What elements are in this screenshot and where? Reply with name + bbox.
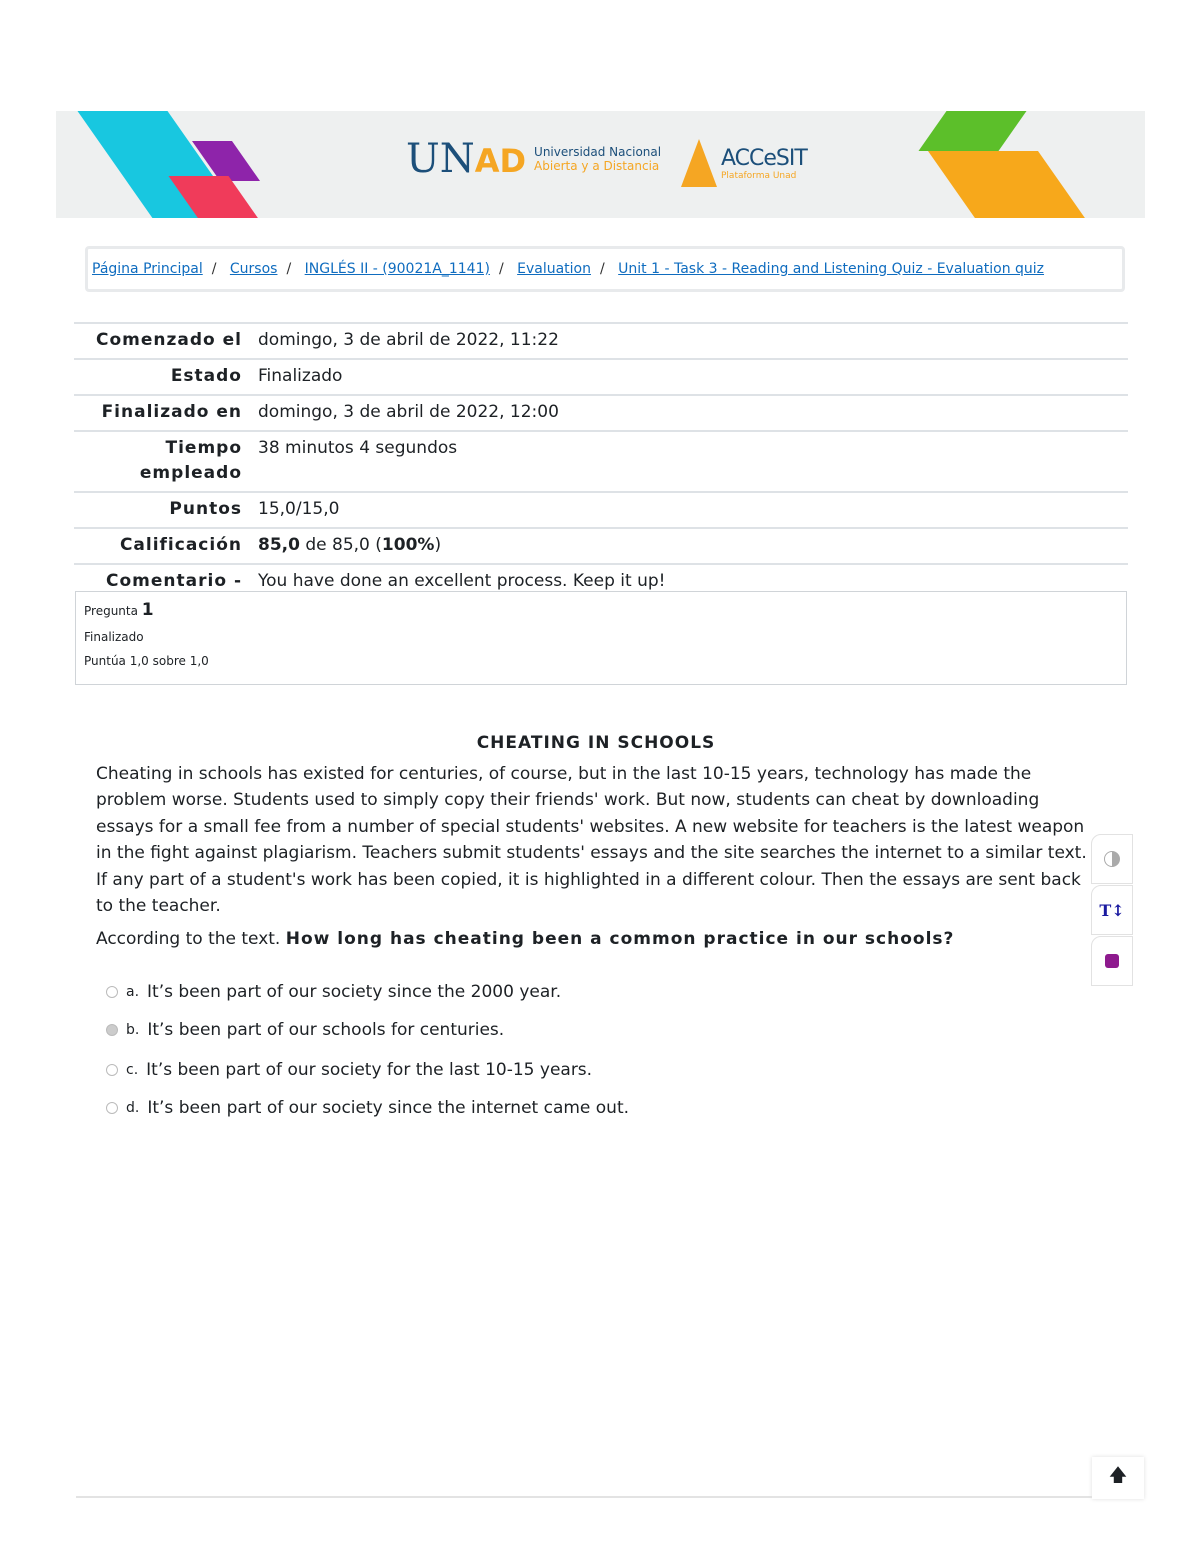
summary-label: Estado [170,366,242,386]
question-prompt: According to the text. How long has cheating been a common practice in our schools? [96,928,955,949]
question-info: Pregunta 1 Finalizado Puntúa 1,0 sobre 1,0 [75,591,1127,685]
summary-label: Comentario - [106,571,242,591]
header-banner [56,111,1145,218]
answer-option-a[interactable]: a. It’s been part of our society since the 2000 year. [106,982,561,1002]
breadcrumb-courses[interactable]: Cursos [229,261,278,277]
decor-shape [918,111,1033,151]
arrow-up-icon: 🡅 [1108,1465,1128,1486]
passage-title: CHEATING IN SCHOOLS [476,733,716,753]
summary-value: 38 minutos 4 segundos [258,438,458,458]
attempt-summary [74,322,1128,599]
accesit-logo: ACCeSIT Plataforma Unad [681,139,807,187]
contrast-icon [1104,851,1120,867]
accessibility-toolbar [1091,834,1133,987]
divider [76,1496,1096,1498]
breadcrumb-quiz[interactable]: Unit 1 - Task 3 - Reading and Listening Quiz - Evaluation quiz [618,261,1045,277]
summary-value: domingo, 3 de abril de 2022, 12:00 [258,402,559,422]
breadcrumb-course[interactable]: INGLÉS II - (90021A_1141) [304,261,490,277]
summary-value: 15,0/15,0 [258,499,340,519]
summary-label: Comenzado el [96,330,242,350]
breadcrumb: Página Principal / Cursos / INGLÉS II - (90021A_1141) / Evaluation / Unit 1 - Task 3 - Reading and Listening Quiz - Evaluation quiz [85,246,1125,292]
passage-text: Cheating in schools has existed for centuries, of course, but in the last 10-15 years, technology has made the problem worse. Students used to simply copy their friends' work. But now, students can cheat by downloading essays for a small fee from a number of special students' websites. A new website for teachers is the latest weapon in the fight against plagiarism. Teachers submit students' essays and the site searches the internet to a similar text. If any part of a student's work has been copied, it is highlighted in a different colour. Then the essays are sent back to the teacher. [96,763,1087,916]
puzzle-button[interactable] [1091,936,1133,986]
text-size-icon: T↕ [1099,900,1125,920]
summary-label: Tiempo empleado [139,438,242,483]
radio-button-selected[interactable] [106,1024,118,1036]
radio-button[interactable] [106,1102,118,1114]
breadcrumb-home[interactable]: Página Principal [92,261,203,277]
text-size-button[interactable] [1091,885,1133,935]
summary-label: Finalizado en [101,402,242,422]
answer-option-b[interactable]: b. It’s been part of our schools for centuries. [106,1020,504,1040]
summary-value: You have done an excellent process. Keep it up! [258,571,666,591]
question-state: Finalizado [84,630,144,644]
back-to-top-button[interactable] [1092,1457,1144,1499]
puzzle-icon [1105,954,1119,968]
question-content [96,730,1096,952]
unad-logo: UNAD Universidad Nacional Abierta y a Distancia [406,136,662,182]
answer-option-c[interactable]: c. It’s been part of our society for the last 10-15 years. [106,1060,592,1080]
decor-shape [928,151,1094,218]
summary-value: domingo, 3 de abril de 2022, 11:22 [258,330,559,350]
contrast-button[interactable] [1091,834,1133,884]
summary-label: Calificación [119,535,242,555]
breadcrumb-evaluation[interactable]: Evaluation [517,261,591,277]
answer-option-d[interactable]: d. It’s been part of our society since the internet came out. [106,1098,629,1118]
radio-button[interactable] [106,986,118,998]
summary-label: Puntos [169,499,242,519]
summary-value: Finalizado [258,366,343,386]
grade-value: 85,0 de 85,0 (100%) [258,535,442,555]
question-score: Puntúa 1,0 sobre 1,0 [84,654,209,668]
radio-button[interactable] [106,1064,118,1076]
